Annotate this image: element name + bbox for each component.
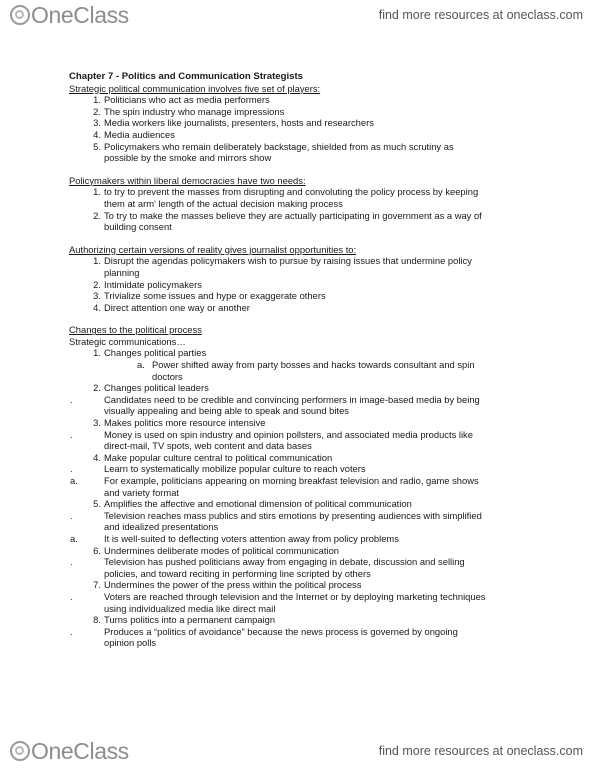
list-item: 6. Undermines deliberate modes of political communication (93, 544, 340, 556)
paragraph: . Learn to systematically mobilize popular culture to reach voters (70, 463, 366, 475)
paragraph: a. For example, politicians appearing on morning breakfast television and radio, game shows and variety format (70, 475, 479, 498)
list-item: 1. Politicians who act as media performers (93, 94, 270, 106)
paragraph: . Television has pushed politicians away from engaging in debate, discussion and selling policies, and toward reciting in performing line scripted by others (70, 556, 465, 579)
oneclass-logo-footer[interactable] (10, 738, 129, 764)
oneclass-logo-icon (10, 5, 30, 25)
list-item: 5. Amplifies the affective and emotional dimension of political communication (93, 498, 412, 510)
paragraph: . Television reaches mass publics and stirs emotions by presenting audiences with simplified and idealized presentations (70, 509, 482, 533)
paragraph: a. It is well-suited to deflecting voters attention away from policy problems (70, 532, 399, 544)
logo-wordmark: OneClass (31, 737, 129, 764)
paragraph: . Candidates need to be credible and convincing performers in image-based media by being visually appealing and being able to speak and sound bites (70, 393, 480, 417)
list-item: 4. Direct attention one way or another (93, 301, 250, 313)
logo-wordmark: OneClass (31, 1, 129, 28)
section-heading-changes: Changes to the political process (69, 324, 202, 336)
document-body (69, 71, 489, 649)
intro-text: Strategic communications… (69, 335, 186, 347)
paragraph: . Produces a “politics of avoidance” because the news process is governed by ongoing opinion polls (70, 625, 458, 649)
sub-item: a. Power shifted away from party bosses and hacks towards consultant and spin doctors (137, 359, 475, 382)
paragraph: . Money is used on spin industry and opinion pollsters, and associated media products like direct-mail, TV spots, web content and data bases (70, 428, 473, 452)
list-item: 1. Disrupt the agendas policymakers wish to pursue by raising issues that undermine policy planning (93, 255, 472, 278)
list-item: 1. Changes political parties (93, 347, 207, 359)
list-item: 4. Make popular culture central to political communication (93, 451, 333, 463)
oneclass-logo[interactable] (10, 2, 129, 28)
list-item: 4. Media audiences (93, 128, 175, 140)
header-tagline[interactable]: find more resources at oneclass.com (378, 8, 583, 22)
list-item: 8. Turns politics into a permanent campaign (93, 614, 276, 626)
document-title: Chapter 7 - Politics and Communication Strategists (69, 71, 304, 82)
section-heading-journalists: Authorizing certain versions of reality gives journalist opportunities to: (69, 243, 357, 255)
list-item: 2. Changes political leaders (93, 382, 209, 394)
list-item: 3. Makes politics more resource intensive (93, 417, 266, 429)
paragraph: . Voters are reached through television and the Internet or by deploying marketing techniques using individualized media like direct mail (70, 590, 486, 614)
section-heading-players: Strategic political communication involves five set of players: (69, 82, 321, 94)
list-item: 5. Policymakers who remain deliberately backstage, shielded from as much scrutiny as possible by the smoke and mirrors show (93, 140, 454, 164)
list-item: 2. Intimidate policymakers (93, 278, 202, 290)
list-item: 7. Undermines the power of the press within the political process (93, 579, 362, 591)
list-item: 2. The spin industry who manage impressions (93, 105, 285, 117)
list-item: 1. to try to prevent the masses from disrupting and convoluting the policy process by keeping them at arm' length of the actual decision making process (93, 186, 479, 209)
footer-tagline[interactable]: find more resources at oneclass.com (378, 744, 583, 758)
list-item: 3. Media workers like journalists, presenters, hosts and researchers (93, 117, 374, 129)
section-heading-needs: Policymakers within liberal democracies have two needs: (69, 174, 306, 186)
list-item: 3. Trivialize some issues and hype or exaggerate others (93, 290, 326, 302)
oneclass-logo-icon (10, 741, 30, 761)
list-item: 2. To try to make the masses believe they are actually participating in government as a way of building consent (93, 209, 482, 233)
